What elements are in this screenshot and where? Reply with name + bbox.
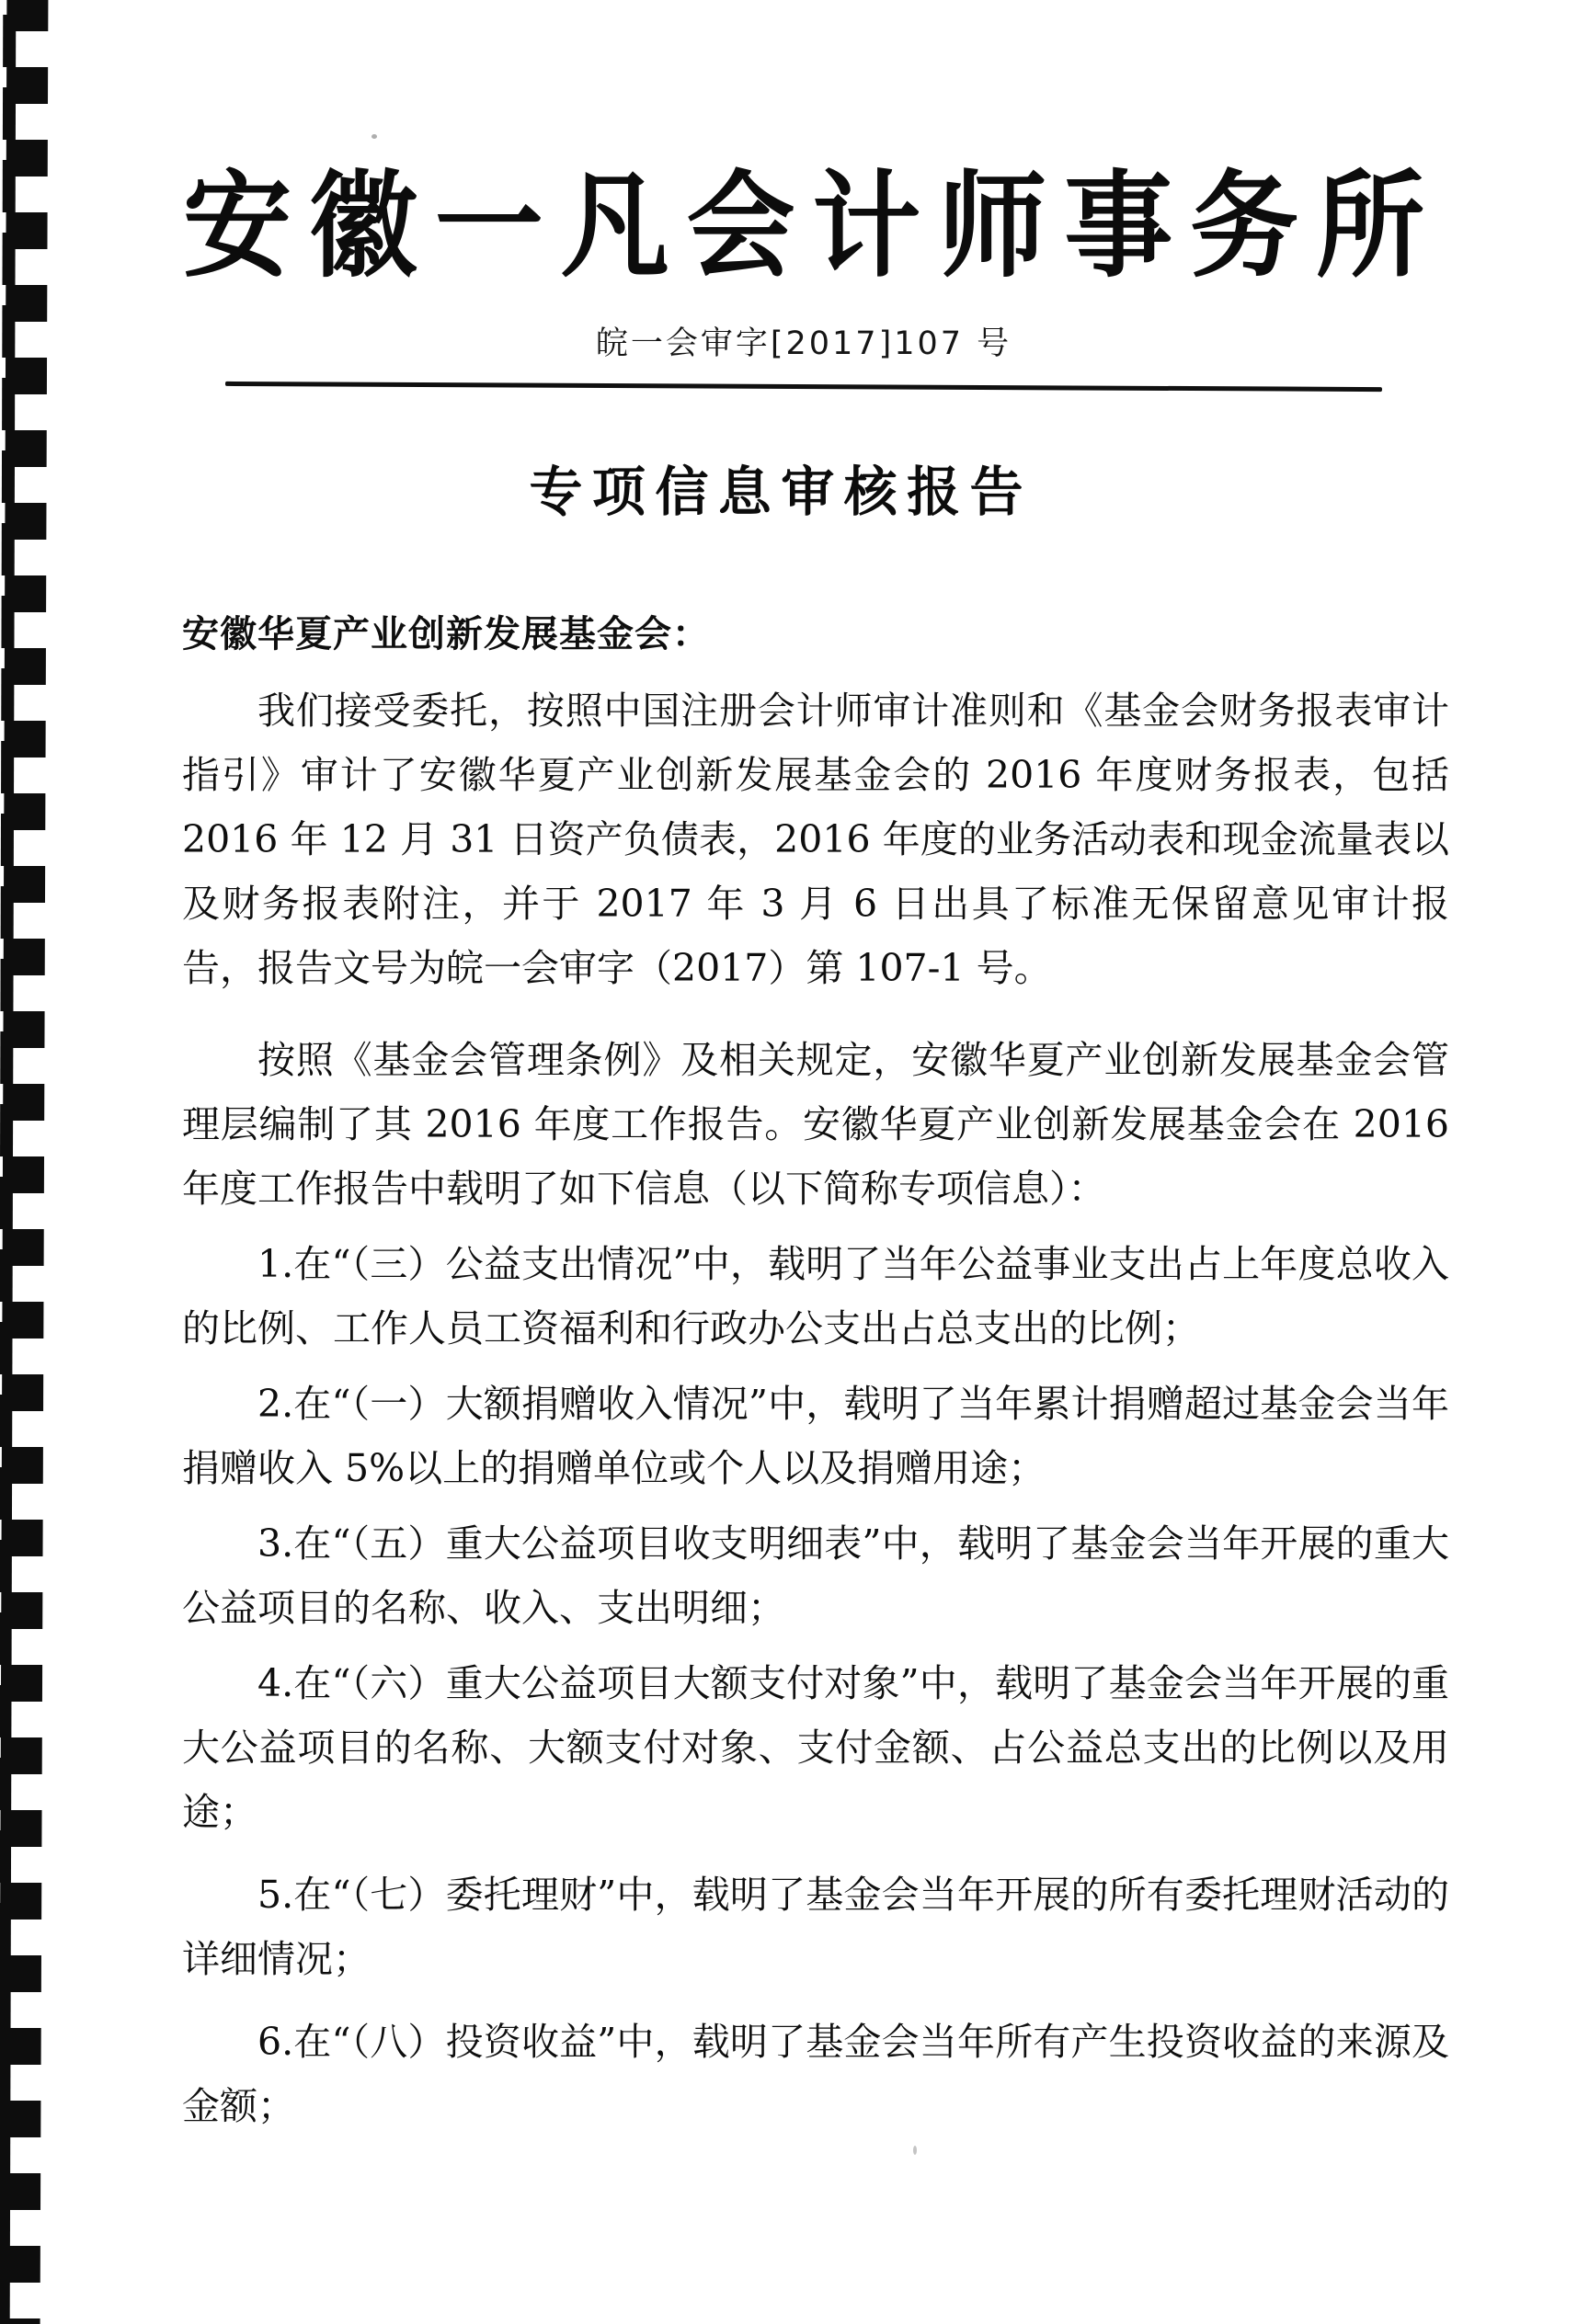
letterhead	[120, 138, 1488, 389]
list-item: 2.在“（一）大额捐赠收入情况”中，载明了当年累计捐赠超过基金会当年捐赠收入 5%以上的捐赠单位或个人以及捐赠用途；	[182, 1382, 1449, 1490]
body-paragraph: 按照《基金会管理条例》及相关规定，安徽华夏产业创新发展基金会管理层编制了其 2016 年度工作报告。安徽华夏产业创新发展基金会在 2016 年度工作报告中载明了如下信息（以下简称专项信息）：	[182, 1038, 1449, 1211]
report-title: 专项信息审核报告	[529, 461, 1033, 523]
scan-speck	[372, 134, 377, 139]
list-item: 4.在“（六）重大公益项目大额支付对象”中，载明了基金会当年开展的重大公益项目的名称、大额支付对象、支付金额、占公益总支出的比例以及用途；	[182, 1661, 1449, 1834]
list-item: 6.在“（八）投资收益”中，载明了基金会当年所有产生投资收益的来源及金额；	[182, 2020, 1449, 2128]
scan-speck	[913, 2146, 917, 2155]
body-paragraph: 我们接受委托，按照中国注册会计师审计准则和《基金会财务报表审计指引》审计了安徽华夏产业创新发展基金会的 2016 年度财务报表，包括 2016 年 12 月 31 日资产负债表，2016 年度的业务活动表和现金流量表以及财务报表附注，并于 2017 年 3 月 6 日出具了标准无保留意见审计报告，报告文号为皖一会审字（2017）第 107-1 号。	[182, 689, 1449, 990]
comb-binding-edge	[0, 0, 50, 2324]
addressee-salutation: 安徽华夏产业创新发展基金会：	[182, 612, 710, 655]
list-item: 5.在“（七）委托理财”中，载明了基金会当年开展的所有委托理财活动的详细情况；	[182, 1873, 1449, 1981]
document-number: 皖一会审字[2017]107 号	[595, 325, 1012, 362]
report-body	[182, 678, 1449, 2138]
letterhead-divider	[225, 382, 1382, 392]
firm-name: 安徽一凡会计师事务所	[183, 157, 1442, 293]
list-item: 3.在“（五）重大公益项目收支明细表”中，载明了基金会当年开展的重大公益项目的名称、收入、支出明细；	[182, 1521, 1449, 1630]
list-item: 1.在“（三）公益支出情况”中，载明了当年公益事业支出占上年度总收入的比例、工作人员工资福利和行政办公支出占总支出的比例；	[182, 1242, 1449, 1350]
